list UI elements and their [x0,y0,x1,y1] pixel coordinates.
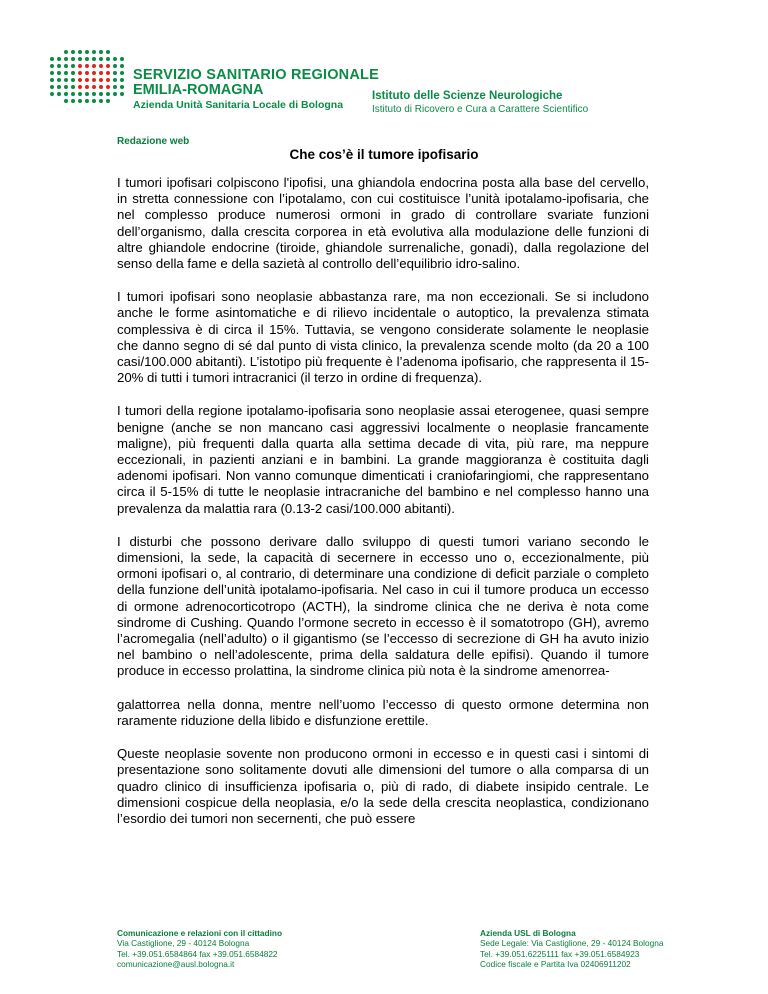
logo-dot [120,78,124,82]
logo-dot [99,57,103,61]
logo-dot [85,85,89,89]
paragraph: I tumori della regione ipotalamo-ipofisaria sono neoplasie assai eterogenee, quasi sempre benigne (anche se non mancano casi aggressivi localmente o neoplasie francamente maligne), più frequenti dalla quarta alla settima decade di vita, più rare, ma neppure eccezionali, in pazienti anziani e in bambini. La grande maggioranza è costituita dagli adenomi ipofisari. Non vanno comunque dimenticati i craniofaringiomi, che rappresentano circa il 5-15% di tutte le neoplasie intracraniche del bambino e nel complesso hanno una prevalenza da malattia rara (0.13-2 casi/100.000 abitanti). [117,403,649,516]
article-body [117,175,649,844]
logo-dot [71,50,75,54]
footer-right-address: Sede Legale: Via Castiglione, 29 - 40124 Bologna [480,938,664,949]
logo-dot [106,71,110,75]
logo-dot [71,85,75,89]
logo-dot [92,57,96,61]
brand-line-3: Azienda Unità Sanitaria Locale di Bologna [133,99,344,111]
logo-dot [113,71,117,75]
logo-dot [57,92,61,96]
logo-dot [106,99,110,103]
paragraph: I tumori ipofisari colpiscono l'ipofisi, una ghiandola endocrina posta alla base del cervello, in stretta connessione con l’ipotalamo, con cui costituisce l’unità ipotalamo-ipofisaria, che nel complesso produce numerosi ormoni in grado di controllare svariate funzioni dell’organismo, dalla crescita corporea in età evolutiva alla modulazione delle funzioni di altre ghiandole endocrine (tiroide, ghiandole surrenaliche, gonadi), dalla regolazione del senso della fame e della sazietà al controllo dell’equilibrio idro-salino. [117,175,649,272]
logo-dot [78,50,82,54]
logo-dot [71,71,75,75]
brand-block [133,68,379,113]
logo-dot [99,99,103,103]
redazione-label: Redazione web [117,136,190,147]
logo-dot [57,85,61,89]
logo-dot [64,78,68,82]
logo-dot [113,57,117,61]
dot-grid-logo-icon [50,50,128,108]
logo-dot [120,57,124,61]
logo-dot [85,99,89,103]
logo-dot [85,64,89,68]
logo-dot [78,85,82,89]
paragraph: Queste neoplasie sovente non producono ormoni in eccesso e in questi casi i sintomi di presentazione sono solitamente dovuti alle dimensioni del tumore o alla comparsa di un quadro clinico di insufficienza ipofisaria o, più di rado, di diabete insipido centrale. Le dimensioni cospicue della neoplasia, e/o la sede della crescita neoplastica, condizionano l’esordio dei tumori non secernenti, che può essere [117,746,649,826]
logo-dot [92,99,96,103]
logo-dot [92,78,96,82]
logo-dot [57,57,61,61]
logo-dot [113,92,117,96]
logo-dot [99,85,103,89]
logo-dot [71,57,75,61]
logo-dot [71,92,75,96]
logo-dot [120,64,124,68]
logo-dot [92,71,96,75]
logo-dot [64,57,68,61]
paragraph: I disturbi che possono derivare dallo sviluppo di questi tumori variano secondo le dimensioni, la sede, la capacità di secernere in eccesso uno o, eccezionalmente, più ormoni ipofisari o, al contrario, di determinare una condizione di deficit parziale o completo della funzione dell’unità ipotalamo-ipofisaria. Nel caso in cui il tumore produca un eccesso di ormone adrenocorticotropo (ACTH), la sindrome clinica che ne deriva è nota come sindrome di Cushing. Quando l’ormone secreto in eccesso è il somatotropo (GH), avremo l’acromegalia (nell’adulto) o il gigantismo (se l’eccesso di secrezione di GH ha avuto inizio nel bambino o nell’adolescente, prima della saldatura delle epifisi). Quando il tumore produce in eccesso prolattina, la sindrome clinica più nota è la sindrome amenorrea- [117,533,649,679]
logo-dot [106,92,110,96]
brand-line-1: SERVIZIO SANITARIO REGIONALE [133,67,379,83]
paragraph: galattorrea nella donna, mentre nell’uomo l’eccesso di questo ormone determina non raramente riduzione della libido e disfunzione erettile. [117,696,649,728]
logo-dot [106,85,110,89]
logo-dot [64,71,68,75]
logo-dot [50,57,54,61]
logo-dot [92,50,96,54]
logo-dot [120,71,124,75]
logo-dot [64,85,68,89]
institute-block [372,90,588,116]
logo-dot [92,64,96,68]
footer-right-phone: Tel. +39.051.6225111 fax +39.051.6584923 [480,948,640,959]
logo-dot [78,78,82,82]
logo-dot [106,78,110,82]
logo-dot [92,85,96,89]
logo-dot [92,92,96,96]
institute-name: Istituto delle Scienze Neurologiche [372,90,563,102]
logo-dot [64,64,68,68]
logo-dot [113,85,117,89]
logo-dot [85,92,89,96]
logo-dot [78,92,82,96]
logo-dot [99,71,103,75]
logo-dot [78,64,82,68]
footer-left-email: comunicazione@ausl.bologna.it [117,958,235,969]
footer-left-heading: Comunicazione e relazioni con il cittadino [117,928,283,938]
logo-dot [71,78,75,82]
logo-dot [50,78,54,82]
logo-dot [50,92,54,96]
logo-dot [57,64,61,68]
logo-dot [99,64,103,68]
logo-dot [50,71,54,75]
logo-dot [113,64,117,68]
logo-dot [64,99,68,103]
logo-dot [120,85,124,89]
footer-right-tax: Codice fiscale e Partita Iva 02406911202 [480,958,631,969]
logo-dot [64,92,68,96]
brand-line-2: EMILIA-ROMAGNA [133,82,264,98]
paragraph: I tumori ipofisari sono neoplasie abbastanza rare, ma non eccezionali. Se si includono anche le forme asintomatiche e di rilievo incidentale o autoptico, la prevalenza stimata complessiva è di circa il 15%. Tuttavia, se vengono considerate solamente le neoplasie che danno segno di sé dal punto di vista clinico, la prevalenza scende molto (da 20 a 100 casi/100.000 abitanti). L’istotipo più frequente è l’adenoma ipofisario, che rappresenta il 15-20% di tutti i tumori intracranici (il terzo in ordine di frequenza). [117,289,649,386]
logo-dot [99,78,103,82]
footer-left-phone: Tel. +39.051.6584864 fax +39.051.6584822 [117,948,278,959]
institute-subtitle: Istituto di Ricovero e Cura a Carattere Scientifico [372,104,589,115]
logo-dot [71,64,75,68]
footer-contact-right [480,928,663,969]
logo-dot [57,78,61,82]
logo-dot [50,64,54,68]
footer-left-address: Via Castiglione, 29 - 40124 Bologna [117,938,250,949]
logo-dot [85,57,89,61]
logo-dot [99,50,103,54]
logo-dot [85,50,89,54]
logo-dot [50,85,54,89]
logo-dot [106,50,110,54]
logo-dot [85,71,89,75]
logo-dot [85,78,89,82]
page-title: Che cos’è il tumore ipofisario [289,147,479,162]
logo-dot [71,99,75,103]
logo-dot [106,57,110,61]
logo-dot [78,71,82,75]
logo-dot [120,92,124,96]
footer-right-heading: Azienda USL di Bologna [480,928,576,938]
logo-dot [106,64,110,68]
logo-dot [99,92,103,96]
footer-contact-left [117,928,282,969]
logo-dot [78,99,82,103]
logo-dot [57,71,61,75]
logo-dot [78,57,82,61]
logo-dot [64,50,68,54]
logo-dot [113,78,117,82]
